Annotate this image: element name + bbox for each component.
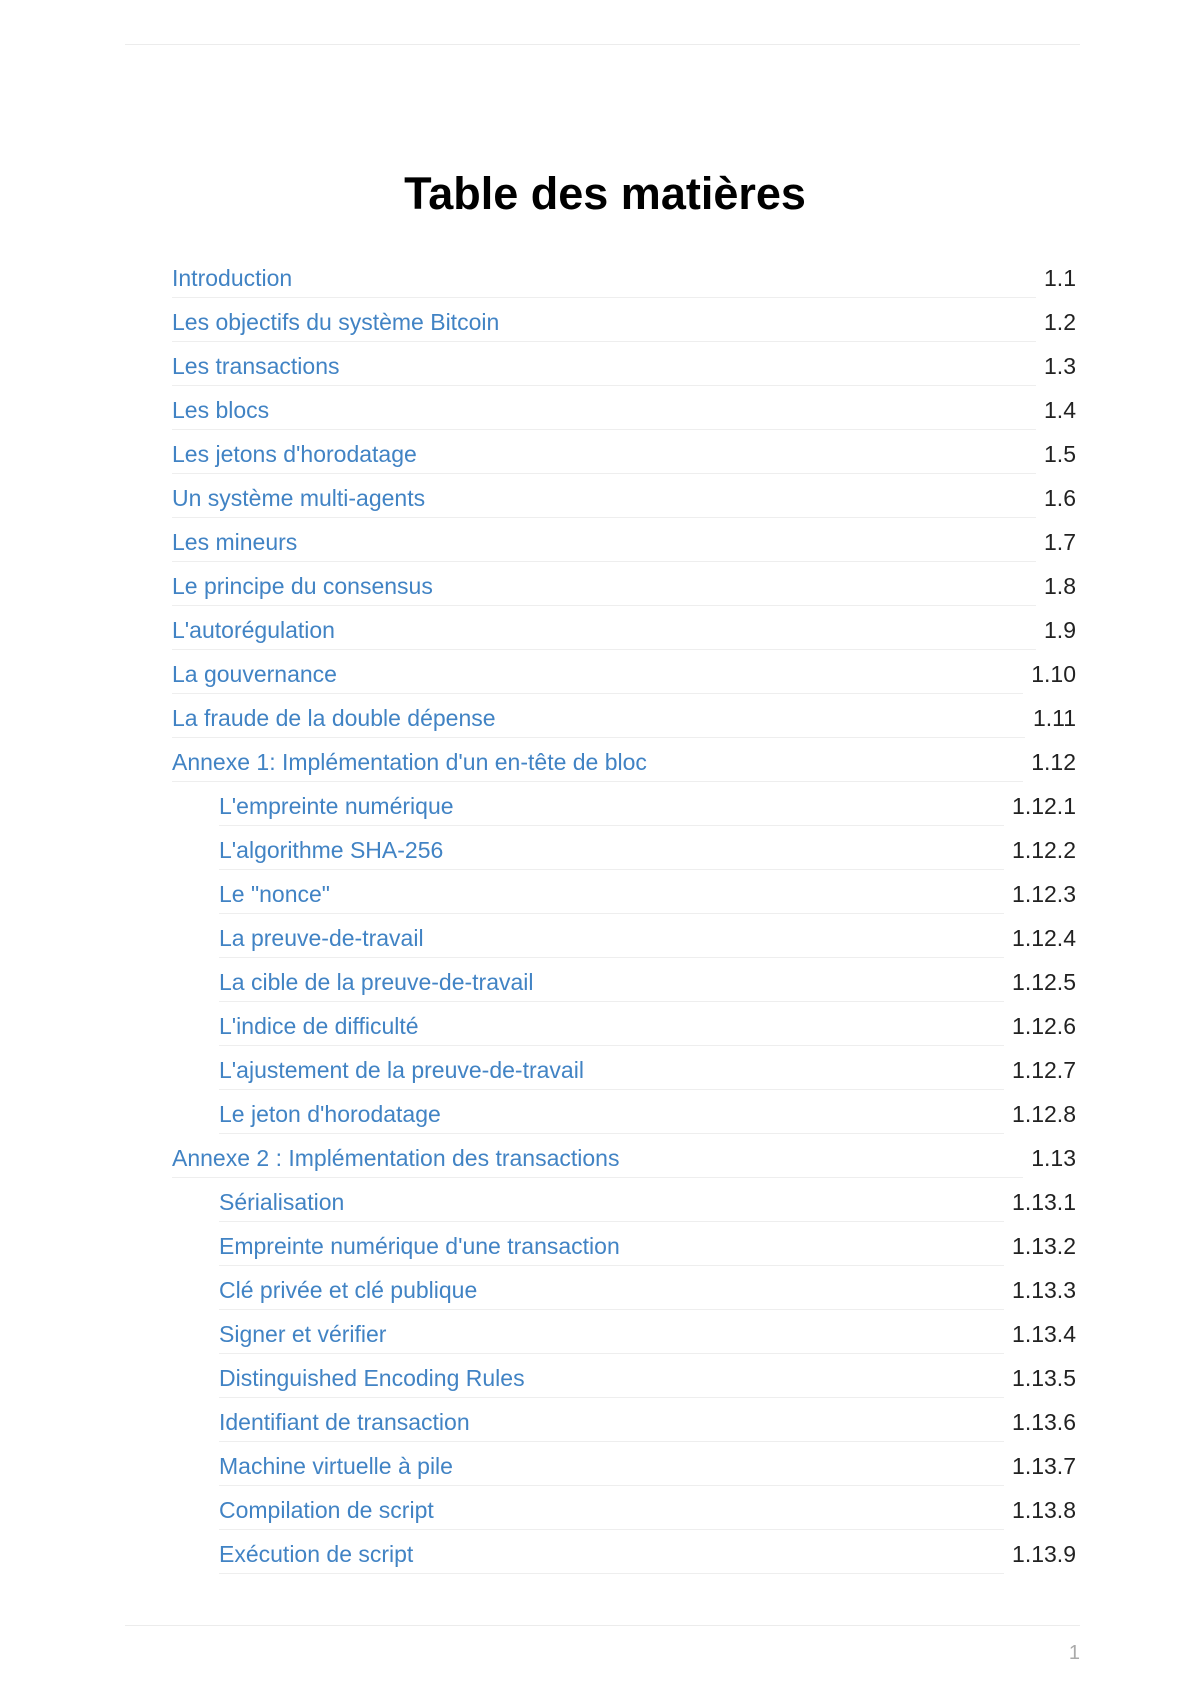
toc-entry	[172, 1406, 1076, 1450]
toc-entry	[172, 1538, 1076, 1582]
toc-entry-leader	[219, 878, 1004, 914]
toc-entry	[172, 1362, 1076, 1406]
toc-entry-link[interactable]: Clé privée et clé publique	[219, 1277, 478, 1303]
toc-entry-link[interactable]: L'algorithme SHA-256	[219, 837, 444, 863]
toc-entry-number: 1.1	[1044, 265, 1076, 291]
toc-entry-number: 1.13.9	[1012, 1541, 1076, 1567]
toc-entry-link[interactable]: Distinguished Encoding Rules	[219, 1365, 525, 1391]
toc-entry	[172, 614, 1076, 658]
toc-entry-number: 1.8	[1044, 573, 1076, 599]
toc-entry-number: 1.12.6	[1012, 1013, 1076, 1039]
toc-entry	[172, 1274, 1076, 1318]
toc-entry-leader	[172, 262, 1036, 298]
toc-entry-link[interactable]: Compilation de script	[219, 1497, 434, 1523]
page-number: 1	[1068, 1642, 1080, 1664]
toc-entry	[172, 482, 1076, 526]
toc-entry	[172, 570, 1076, 614]
toc-entry-number: 1.4	[1044, 397, 1076, 423]
toc-entry	[172, 922, 1076, 966]
toc-entry-number: 1.13.1	[1012, 1189, 1076, 1215]
toc-entry-leader	[172, 526, 1036, 562]
toc-entry-number: 1.12.4	[1012, 925, 1076, 951]
toc-entry-link[interactable]: Exécution de script	[219, 1541, 414, 1567]
toc-entry-number: 1.6	[1044, 485, 1076, 511]
toc-entry-link[interactable]: Annexe 1: Implémentation d'un en-tête de bloc	[172, 749, 647, 775]
toc-entry-link[interactable]: Sérialisation	[219, 1189, 345, 1215]
toc-entry-link[interactable]: Les objectifs du système Bitcoin	[172, 309, 500, 335]
toc-entry-link[interactable]: L'indice de difficulté	[219, 1013, 419, 1039]
toc-entry-number: 1.13	[1031, 1145, 1076, 1171]
toc-entry	[172, 1098, 1076, 1142]
toc-entry-leader	[172, 658, 1023, 694]
toc-entry-leader	[219, 1230, 1004, 1266]
toc-entry	[172, 1054, 1076, 1098]
toc-entry-link[interactable]: L'autorégulation	[172, 617, 335, 643]
toc-entry-leader	[172, 614, 1036, 650]
toc-entry-number: 1.7	[1044, 529, 1076, 555]
toc-entry-link[interactable]: La gouvernance	[172, 661, 337, 687]
toc-entry-number: 1.12.1	[1012, 793, 1076, 819]
toc-entry-leader	[172, 438, 1036, 474]
toc-entry	[172, 1318, 1076, 1362]
toc-entry-leader	[172, 482, 1036, 518]
toc-entry-leader	[219, 922, 1004, 958]
toc-entry-leader	[219, 1406, 1004, 1442]
toc-entry	[172, 834, 1076, 878]
toc-entry-number: 1.2	[1044, 309, 1076, 335]
toc-entry-leader	[172, 746, 1023, 782]
toc-entry-number: 1.12.8	[1012, 1101, 1076, 1127]
toc-entry-link[interactable]: La cible de la preuve-de-travail	[219, 969, 534, 995]
toc-entry-leader	[219, 1054, 1004, 1090]
toc-entry-leader	[172, 702, 1025, 738]
toc-entry-number: 1.13.3	[1012, 1277, 1076, 1303]
toc-entry-leader	[172, 1142, 1023, 1178]
toc-entry-leader	[219, 1494, 1004, 1530]
toc-entry-leader	[219, 1538, 1004, 1574]
toc-entry-link[interactable]: La preuve-de-travail	[219, 925, 424, 951]
toc-entry-link[interactable]: La fraude de la double dépense	[172, 705, 496, 731]
toc-entry-leader	[219, 834, 1004, 870]
toc-entry	[172, 438, 1076, 482]
toc-entry	[172, 306, 1076, 350]
toc-entry-leader	[219, 1450, 1004, 1486]
toc-entry-leader	[172, 350, 1036, 386]
toc-entry-leader	[219, 790, 1004, 826]
toc-entry-link[interactable]: Machine virtuelle à pile	[219, 1453, 453, 1479]
header-rule	[125, 44, 1080, 45]
toc-entry-number: 1.5	[1044, 441, 1076, 467]
toc-entry	[172, 1494, 1076, 1538]
toc-entry-link[interactable]: Les mineurs	[172, 529, 298, 555]
toc-entry-number: 1.12.2	[1012, 837, 1076, 863]
toc-entry	[172, 790, 1076, 834]
toc-entry	[172, 1230, 1076, 1274]
toc-entry-number: 1.12	[1031, 749, 1076, 775]
toc-entry-number: 1.13.2	[1012, 1233, 1076, 1259]
toc-entry-link[interactable]: Le jeton d'horodatage	[219, 1101, 441, 1127]
toc-entry-number: 1.13.7	[1012, 1453, 1076, 1479]
toc-entry-leader	[219, 1186, 1004, 1222]
toc-entry-number: 1.13.5	[1012, 1365, 1076, 1391]
toc-entry	[172, 1186, 1076, 1230]
toc-entry-link[interactable]: L'empreinte numérique	[219, 793, 454, 819]
toc-entry	[172, 262, 1076, 306]
toc-entry	[172, 394, 1076, 438]
toc-entry-number: 1.10	[1031, 661, 1076, 687]
toc-entry-leader	[219, 1274, 1004, 1310]
toc-entry	[172, 878, 1076, 922]
toc-entry-number: 1.12.3	[1012, 881, 1076, 907]
toc-entry	[172, 966, 1076, 1010]
toc-entry-link[interactable]: Introduction	[172, 265, 293, 291]
toc-entry-link[interactable]: Le principe du consensus	[172, 573, 433, 599]
toc-entry-number: 1.11	[1032, 705, 1076, 731]
toc-entry	[172, 1010, 1076, 1054]
toc-entry-number: 1.9	[1044, 617, 1076, 643]
toc-entry	[172, 702, 1076, 746]
toc-entry-number: 1.12.7	[1012, 1057, 1076, 1083]
toc-entry-leader	[219, 1318, 1004, 1354]
toc-entry-leader	[172, 306, 1036, 342]
toc-entry-number: 1.12.5	[1012, 969, 1076, 995]
toc-entry-leader	[219, 1362, 1004, 1398]
footer-rule	[125, 1625, 1080, 1626]
toc-entry-link[interactable]: Signer et vérifier	[219, 1321, 387, 1347]
toc-entry-link[interactable]: Le "nonce"	[219, 881, 330, 907]
toc-entry-leader	[219, 1010, 1004, 1046]
toc-entry-number: 1.13.6	[1012, 1409, 1076, 1435]
toc-entry-link[interactable]: Un système multi-agents	[172, 485, 426, 511]
toc-entry-link[interactable]: L'ajustement de la preuve-de-travail	[219, 1057, 584, 1083]
toc-entry	[172, 350, 1076, 394]
toc-entry-link[interactable]: Les jetons d'horodatage	[172, 441, 417, 467]
toc-entry-leader	[219, 966, 1004, 1002]
toc-entry-leader	[219, 1098, 1004, 1134]
toc-entry	[172, 1450, 1076, 1494]
toc-entry	[172, 526, 1076, 570]
toc-entry	[172, 746, 1076, 790]
toc-entry-link[interactable]: Les blocs	[172, 397, 270, 423]
toc-entry-link[interactable]: Empreinte numérique d'une transaction	[219, 1233, 620, 1259]
toc-entry-number: 1.13.8	[1012, 1497, 1076, 1523]
toc-entry-leader	[172, 570, 1036, 606]
toc-entry-link[interactable]: Les transactions	[172, 353, 340, 379]
toc-entry-link[interactable]: Identifiant de transaction	[219, 1409, 470, 1435]
toc-entry-number: 1.3	[1044, 353, 1076, 379]
page-title: Table des matières	[404, 168, 806, 219]
table-of-contents	[172, 262, 1076, 1582]
toc-entry	[172, 1142, 1076, 1186]
toc-entry-leader	[172, 394, 1036, 430]
toc-entry	[172, 658, 1076, 702]
toc-entry-number: 1.13.4	[1012, 1321, 1076, 1347]
toc-entry-link[interactable]: Annexe 2 : Implémentation des transactions	[172, 1145, 620, 1171]
